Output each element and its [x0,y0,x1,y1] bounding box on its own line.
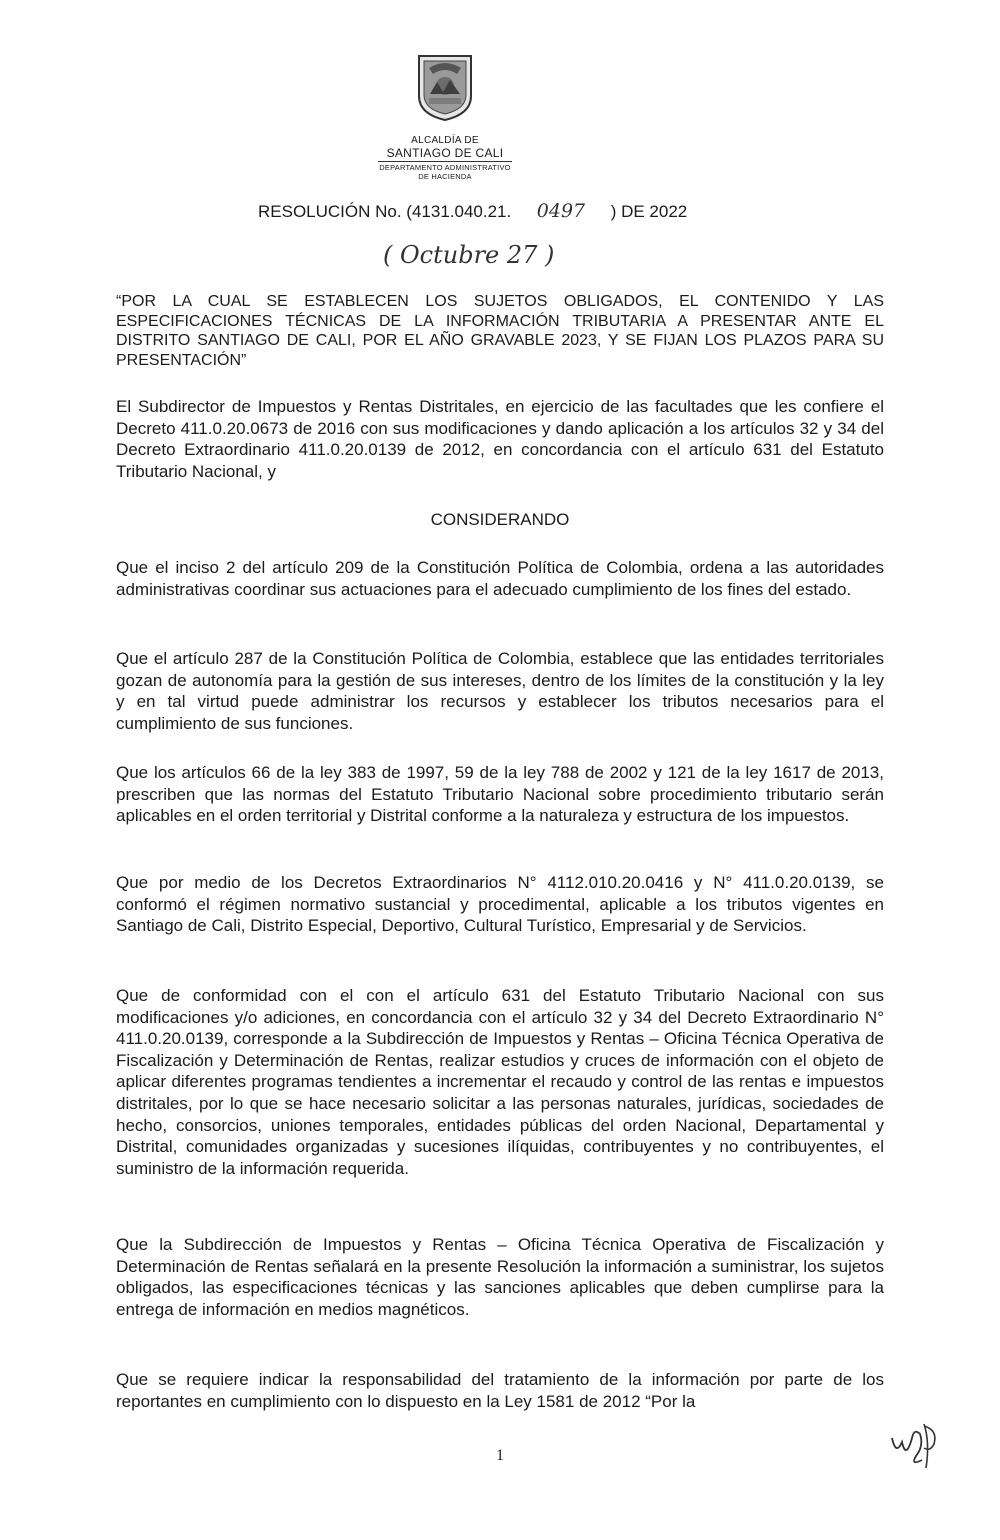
letterhead [350,52,540,181]
paragraph-1: Que el inciso 2 del artículo 209 de la Constitución Política de Colombia, ordena a las autoridades administrativas coordinar sus actuaciones para el adecuado cumplimiento de los fines del estado. [116,558,884,599]
paragraph-2: Que el artículo 287 de la Constitución Política de Colombia, establece que las entidades territoriales gozan de autonomía para la gestión de sus intereses, dentro de los límites de la constitución y la ley y en tal virtud puede administrar los recursos y establecer los tributos necesarios para el cumplimiento de sus funciones. [116,649,884,733]
paragraph-5: Que de conformidad con el con el artículo 631 del Estatuto Tributario Nacional con sus modificaciones y/o adiciones, en concordancia con el artículo 32 y 34 del Decreto Extraordinario N° 411.0.20.0139, corresponde a la Subdirección de Impuestos y Rentas – Oficina Técnica Operativa de Fiscalización y Determinación de Rentas, realizar estudios y cruces de información con el objeto de aplicar diferentes programas tendientes a incrementar el recaudo y control de las rentas e impuestos distritales, por lo que se hace necesario solicitar a las personas naturales, jurídicas, sociedades de hecho, consorcios, uniones temporales, entidades públicas del orden Nacional, Departamental y Distrital, comunidades organizadas y sucesiones ilíquidas, contribuyentes y no contribuyentes, el suministro de la información requerida. [116,986,884,1178]
resolution-prefix: RESOLUCIÓN No. (4131.040.21. [258,202,512,221]
considerando-heading: CONSIDERANDO [430,510,570,529]
handwritten-number: 0497 [536,200,586,222]
department-label: DEPARTAMENTO ADMINISTRATIVO [379,163,511,172]
page-number: 1 [496,1447,504,1464]
paragraph-7: Que se requiere indicar la responsabilidad del tratamiento de la información por parte de los reportantes en cumplimiento con lo dispuesto en la Ley 1581 de 2012 “Por la [116,1370,884,1411]
alcaldia-label: ALCALDÍA DE [411,135,479,146]
paragraph-4: Que por medio de los Decretos Extraordinarios N° 4112.010.20.0416 y N° 411.0.20.0139, se conformó el régimen normativo sustancial y procedimental, aplicable a los tributos vigentes en Santiago de Cali, Distrito Especial, Deportivo, Cultural Turístico, Empresarial y de Servicios. [116,873,884,936]
handwritten-date: ( Octubre 27 ) [383,241,555,269]
resolution-suffix: ) DE 2022 [610,202,688,221]
paragraph-3: Que los artículos 66 de la ley 383 de 1997, 59 de la ley 788 de 2002 y 121 de la ley 1617 de 2013, prescriben que las normas del Estatuto Tributario Nacional sobre procedimiento tributario serán aplicables en el orden territorial y Distrital conforme a la naturaleza y estructura de los impuestos. [116,763,884,826]
city-label: SANTIAGO DE CALI [386,146,504,160]
resolution-number-line [258,200,687,222]
resolution-title: “POR LA CUAL SE ESTABLECEN LOS SUJETOS OBLIGADOS, EL CONTENIDO Y LAS ESPECIFICACIONES TÉCNICAS DE LA INFORMACIÓN TRIBUTARIA A PRESENTAR ANTE EL DISTRITO SANTIAGO DE CALI, POR EL AÑO GRAVABLE 2023, Y SE FIJAN LOS PLAZOS PARA SU PRESENTACIÓN” [116,293,884,369]
intro-paragraph: El Subdirector de Impuestos y Rentas Distritales, en ejercicio de las facultades que les confiere el Decreto 411.0.20.0673 de 2016 con sus modificaciones y dando aplicación a los artículos 32 y 34 del Decreto Extraordinario 411.0.20.0139 de 2012, en concordancia con el artículo 631 del Estatuto Tributario Nacional, y [116,397,884,481]
handwritten-initials [884,1416,944,1476]
alcaldia-crest-logo [415,52,475,122]
paragraph-6: Que la Subdirección de Impuestos y Rentas – Oficina Técnica Operativa de Fiscalización y Determinación de Rentas señalará en la presente Resolución la información a suministrar, los sujetos obligados, las especificaciones técnicas y las sanciones aplicables que deben cumplirse para la entrega de información en medios magnéticos. [116,1235,884,1319]
department-sublabel: DE HACIENDA [418,172,472,181]
